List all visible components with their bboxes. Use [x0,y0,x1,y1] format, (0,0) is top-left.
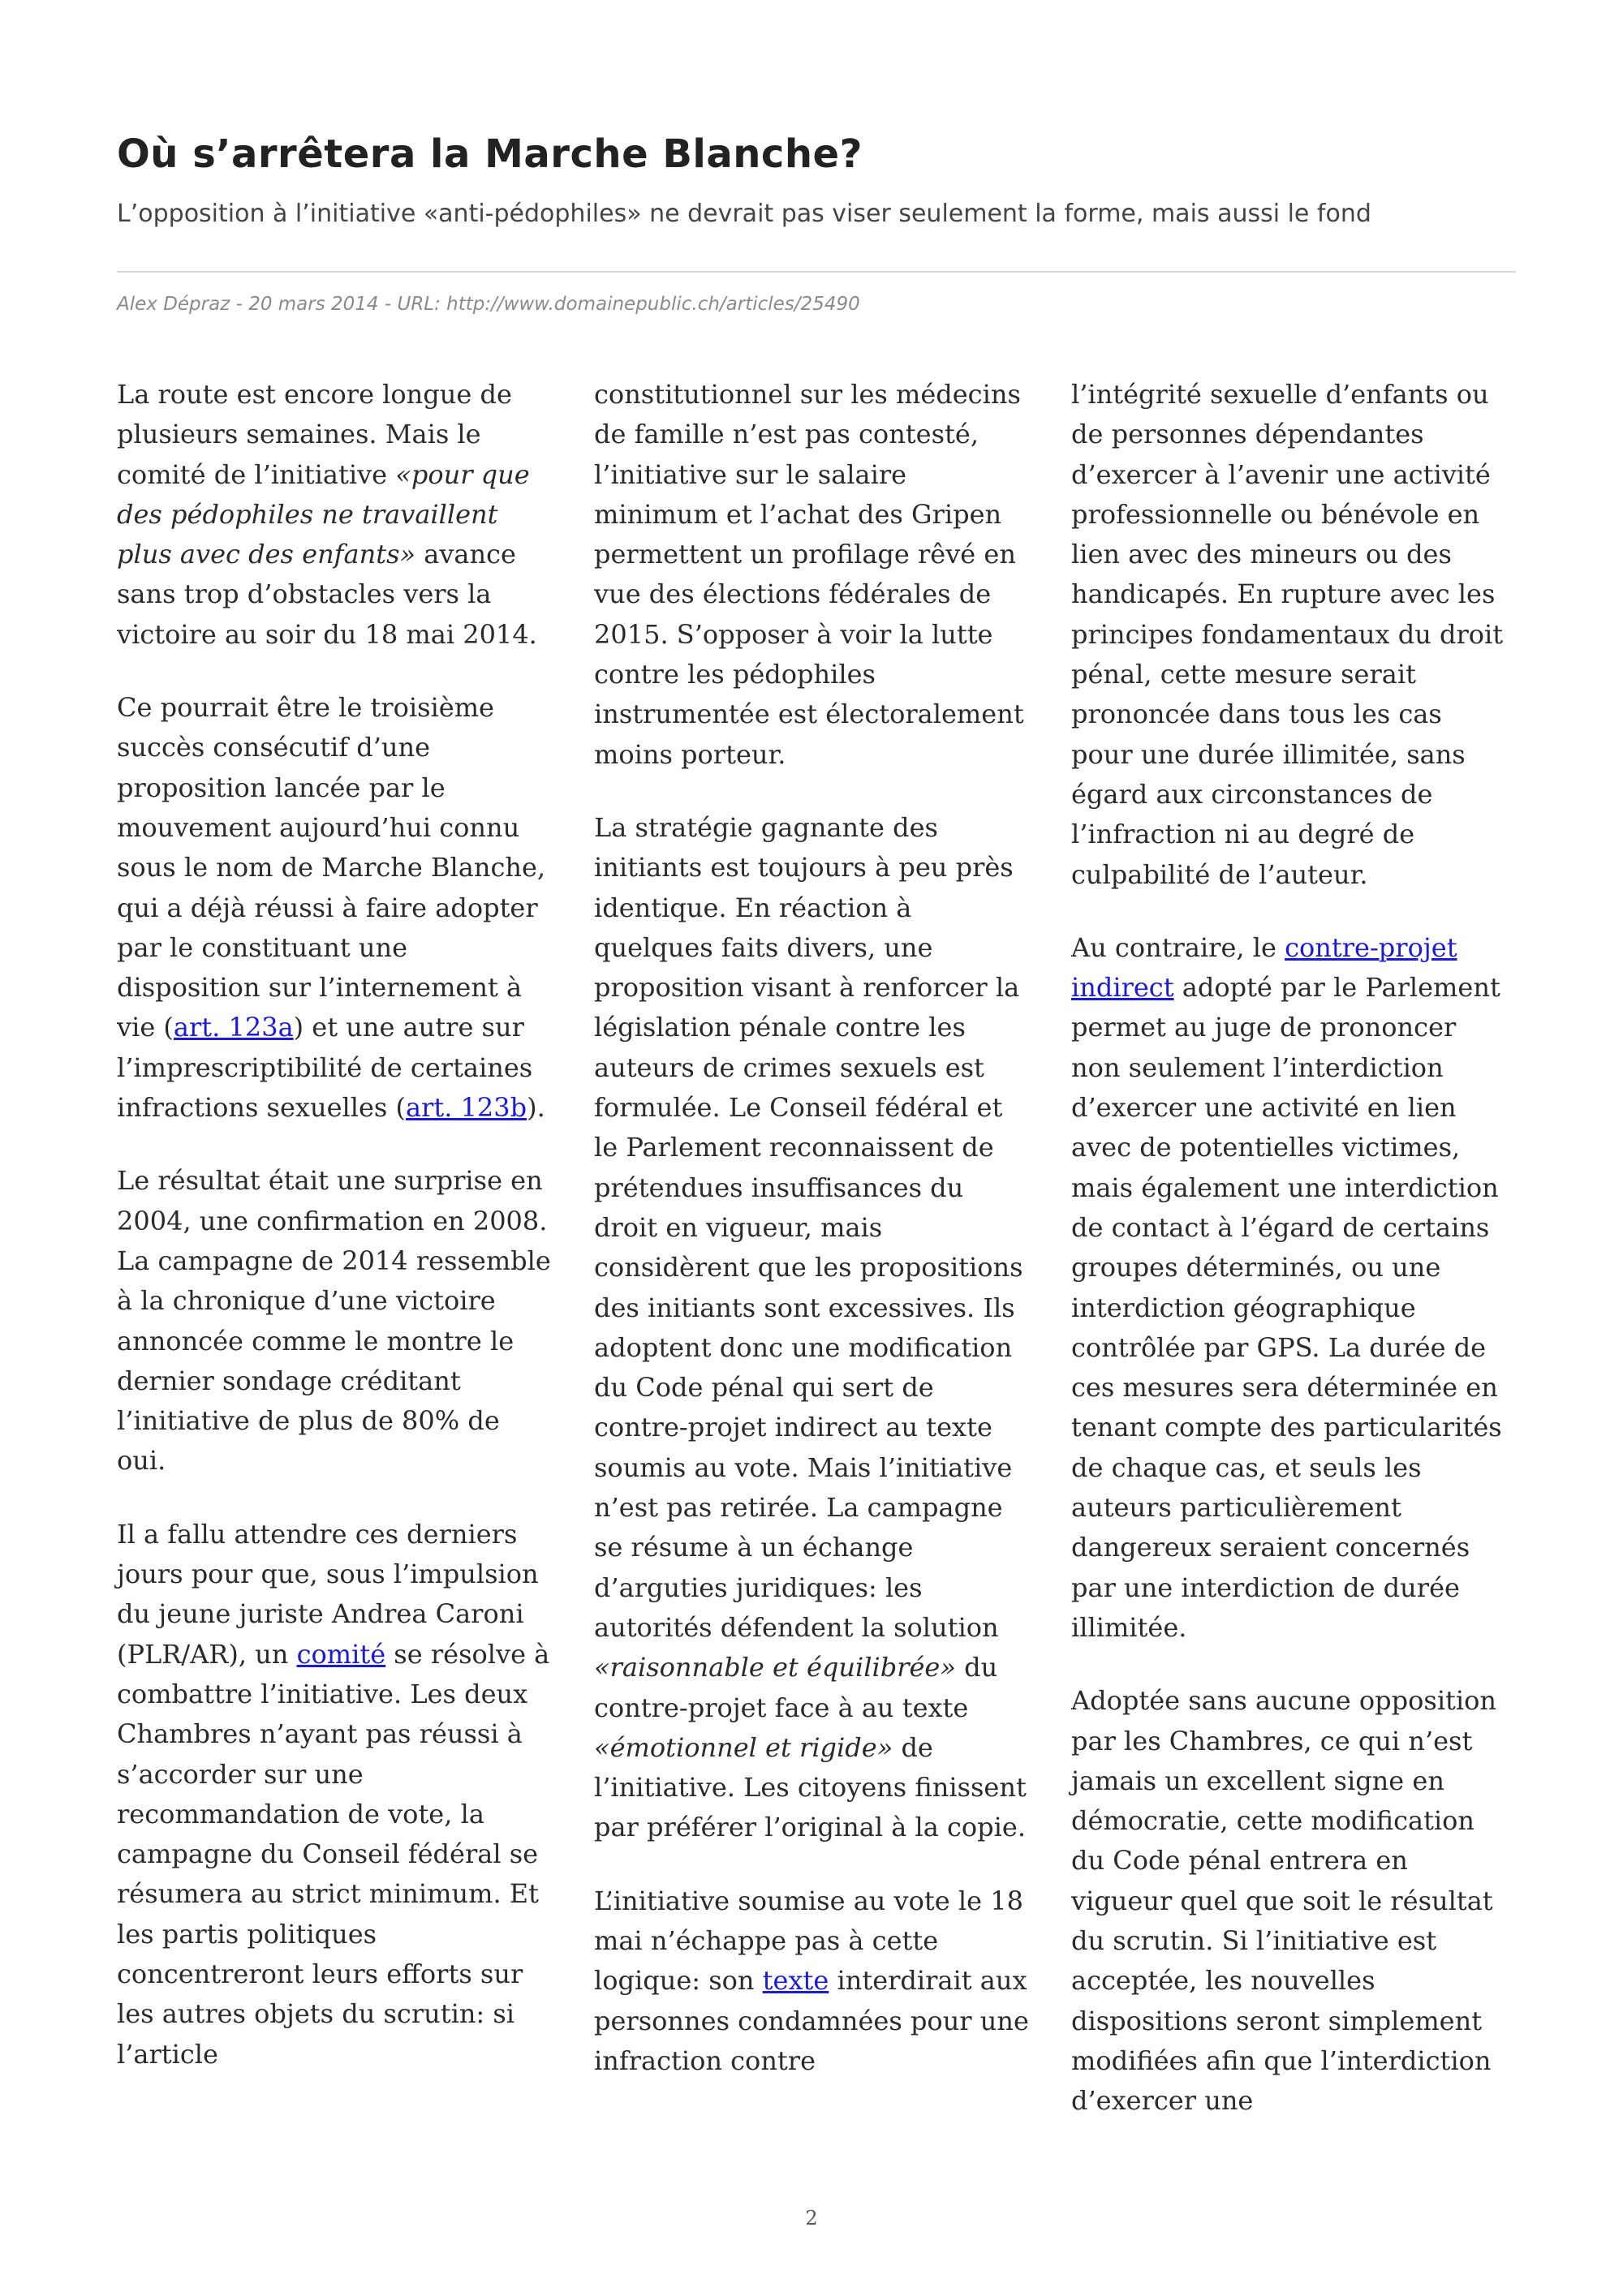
paragraph: Ce pourrait être le troisième succès consécutif d’une proposition lancée par le mouvement aujourd’hui connu sous le nom de Marche Blanche, qui a déjà réussi à faire adopter par le constituant une disposition sur l’internement à vie (art. 123a) et une autre sur l’imprescriptibilité de certaines infractions sexuelles (art. 123b). [117,692,546,1124]
page-number: 2 [805,2207,818,2229]
column-3 [1071,375,1509,2154]
link-texte[interactable]: texte [762,1965,829,1997]
paragraph: Au contraire, le contre-projet indirect adopté par le Parlement permet au juge de prononcer non seulement l’interdiction d’exercer une activité en lien avec de potentielles victimes, mais également une interdiction de contact à l’égard de certains groupes déterminés, ou une interdiction géographique contrôlée par GPS. La durée de ces mesures sera déterminée en tenant compte des particularités de chaque cas, et seuls les auteurs particulièrement dangereux seraient concernés par une interdiction de durée illimitée. [1071,931,1502,1643]
column-2 [594,375,1032,2114]
link-art-123a[interactable]: art. 123a [173,1012,294,1043]
column-1 [117,375,555,2108]
paragraph: Adoptée sans aucune opposition par les Chambres, ce qui n’est jamais un excellent signe en démocratie, cette modification du Code pénal entrera en vigueur quel que soit le résultat du scrutin. Si l’initiative est acceptée, les nouvelles dispositions seront simplement modifiées afin que l’interdiction d’exercer une [1071,1685,1497,2117]
paragraph: constitutionnel sur les médecins de famille n’est pas contesté, l’initiative sur le salaire minimum et l’achat des Gripen permettent un profilage rêvé en vue des élections fédérales de 2015. S’opposer à voir la lutte contre les pédophiles instrumentée est électoralement moins porteur. [594,379,1024,770]
article-title: Où s’arrêtera la Marche Blanche? [117,131,863,177]
paragraph: Le résultat était une surprise en 2004, une confirmation en 2008. La campagne de 2014 ressemble à la chronique d’une victoire annoncée comme le montre le dernier sondage créditant l’initiative de plus de 80% de oui. [117,1165,551,1477]
paragraph: L’initiative soumise au vote le 18 mai n’échappe pas à cette logique: son texte interdirait aux personnes condamnées pour une infraction contre [594,1885,1029,2076]
paragraph: l’intégrité sexuelle d’enfants ou de personnes dépendantes d’exercer à l’avenir une activité professionnelle ou bénévole en lien avec des mineurs ou des handicapés. En rupture avec les principes fondamentaux du droit pénal, cette mesure serait prononcée dans tous les cas pour une durée illimitée, sans égard aux circonstances de l’infraction ni au degré de culpabilité de l’auteur. [1071,379,1504,890]
article-meta: Alex Dépraz - 20 mars 2014 - URL: http://www.domainepublic.ch/articles/25490 [117,294,860,315]
paragraph: La stratégie gagnante des initiants est toujours à peu près identique. En réaction à quelques faits divers, une proposition visant à renforcer la législation pénale contre les auteurs de crimes sexuels est formulée. Le Conseil fédéral et le Parlement reconnaissent de prétendues insuffisances du droit en vigueur, mais considèrent que les propositions des initiants sont excessives. Ils adoptent donc une modification du Code pénal qui sert de contre-projet indirect au texte soumis au vote. Mais l’initiative n’est pas retirée. La campagne se résume à un échange d’arguties juridiques: les autorités défendent la solution «raisonnable et équilibrée» du contre-projet face à au texte «émotionnel et rigide» de l’initiative. Les citoyens finissent par préférer l’original à la copie. [594,811,1027,1843]
paragraph: Il a fallu attendre ces derniers jours pour que, sous l’impulsion du jeune juriste Andrea Caroni (PLR/AR), un comité se résolve à combattre l’initiative. Les deux Chambres n’ayant pas réussi à s’accorder sur une recommandation de vote, la campagne du Conseil fédéral se résumera au strict minimum. Et les partis politiques concentreront leurs efforts sur les autres objets du scrutin: si l’article [117,1518,550,2070]
paragraph: La route est encore longue de plusieurs semaines. Mais le comité de l’initiative «pour que des pédophiles ne travaillent plus avec des enfants» avance sans trop d’obstacles vers la victoire au soir du 18 mai 2014. [117,379,537,650]
link-comite[interactable]: comité [296,1638,386,1670]
link-contre-projet-indirect[interactable]: contre-projet indirect [1071,931,1457,1004]
header-divider [117,271,1516,273]
article-subtitle: L’opposition à l’initiative «anti-pédophiles» ne devrait pas viser seulement la forme, mais aussi le fond [117,200,1371,228]
link-art-123b[interactable]: art. 123b [405,1092,527,1124]
